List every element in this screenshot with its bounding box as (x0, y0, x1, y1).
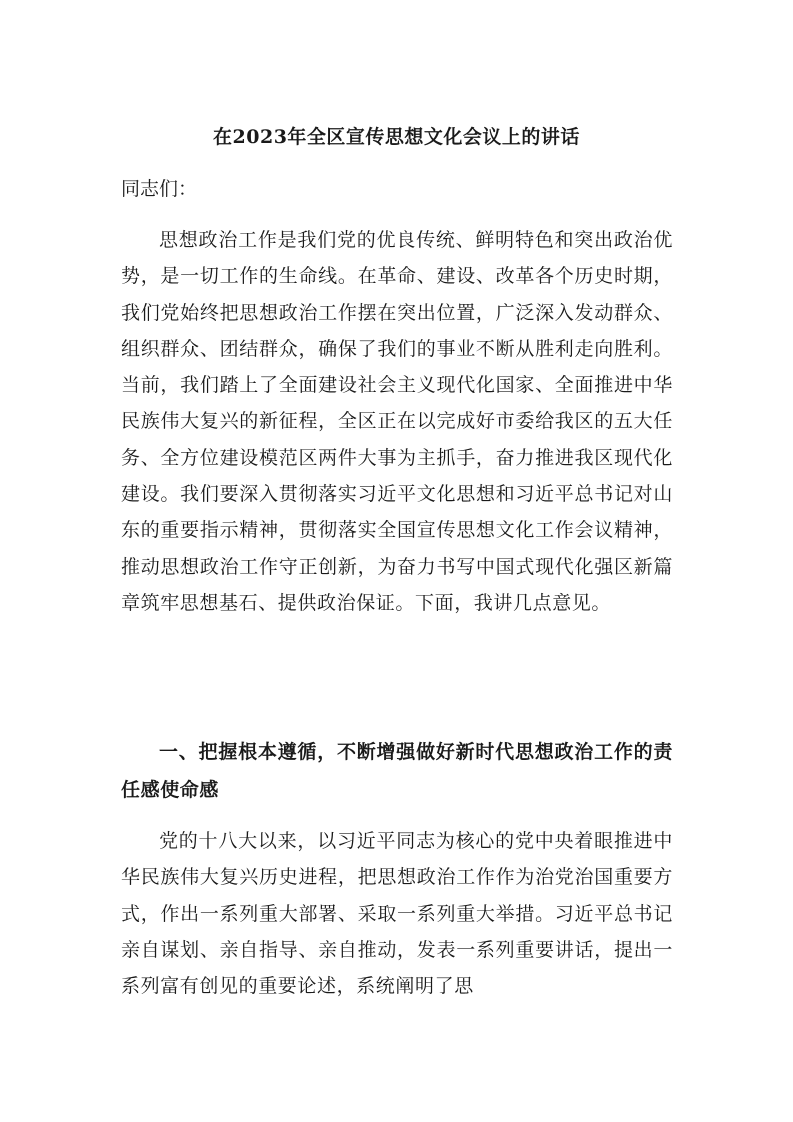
salutation: 同志们： (121, 178, 198, 200)
section-heading: 一、把握根本遵循，不断增强做好新时代思想政治工作的责任感使命感 (121, 741, 673, 801)
body-paragraph: 党的十八大以来，以习近平同志为核心的党中央着眼推进中华民族伟大复兴历史进程，把思想政治工作作为治党治国重要方式，作出一系列重大部署、采取一系列重大举措。习近平总书记亲自谋划、亲自指导、亲自推动，发表一系列重要讲话，提出一系列富有创见的重要论述，系统阐明了思 (121, 830, 673, 998)
body-paragraph: 思想政治工作是我们党的优良传统、鲜明特色和突出政治优势，是一切工作的生命线。在革命、建设、改革各个历史时期，我们党始终把思想政治工作摆在突出位置，广泛深入发动群众、组织群众、团结群众，确保了我们的事业不断从胜利走向胜利。当前，我们踏上了全面建设社会主义现代化国家、全面推进中华民族伟大复兴的新征程，全区正在以完成好市委给我区的五大任务、全方位建设模范区两件大事为主抓手，奋力推进我区现代化建设。我们要深入贯彻落实习近平文化思想和习近平总书记对山东的重要指示精神，贯彻落实全国宣传思想文化工作会议精神，推动思想政治工作守正创新，为奋力书写中国式现代化强区新篇章筑牢思想基石、提供政治保证。下面，我讲几点意见。 (121, 229, 673, 614)
document-title: 在2023年全区宣传思想文化会议上的讲话 (213, 126, 580, 148)
